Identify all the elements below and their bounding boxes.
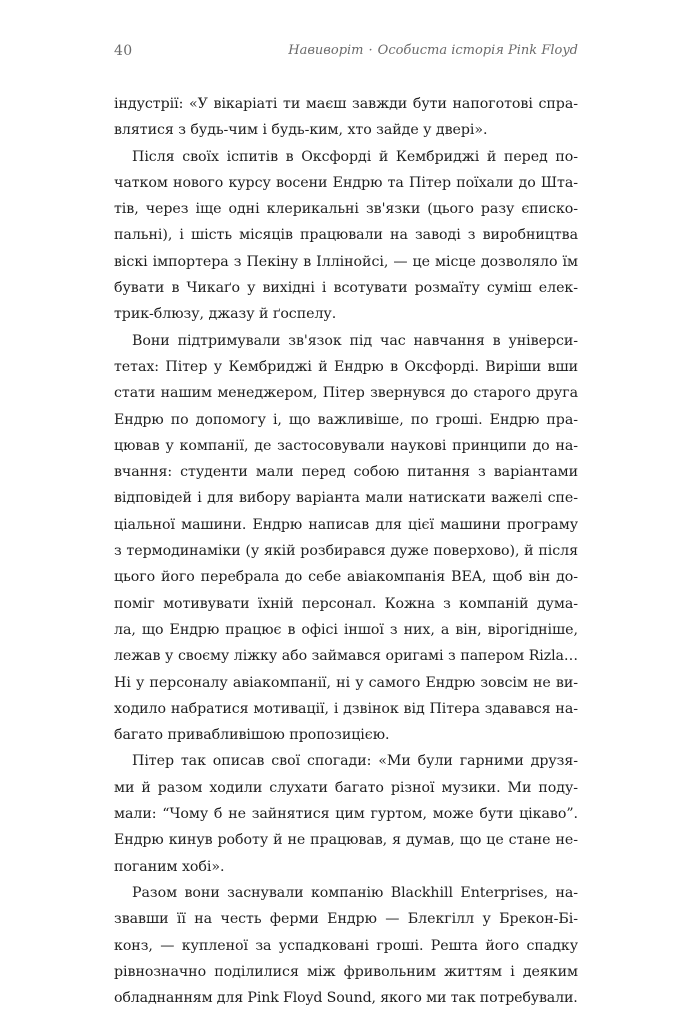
body-text [114,91,578,1011]
text-line: стати нашим менеджером, Пітер звернувся до старого друга [114,385,578,402]
text-line: Пітер так описав свої спогади: «Ми були гарними друзя- [132,753,578,770]
text-line: Ендрю по допомогу і, що важливіше, по гроші. Ендрю пра- [114,411,578,428]
text-line: звавши її на честь ферми Ендрю — Блекгілл у Брекон-Бі- [114,911,578,928]
text-line: ціальної машини. Ендрю написав для цієї машини програму [114,516,578,533]
text-line: ми й разом ходили слухати багато різної музики. Ми поду- [114,779,578,796]
text-line: індустрії: «У вікаріаті ти маєш завжди бути напоготові спра- [114,96,578,112]
text-line: трик-блюзу, джазу й ґоспелу. [114,306,337,323]
text-line: бувати в Чикаґо у вихідні і всотувати розмаїту суміш елек- [114,280,578,297]
text-line: відповідей і для вибору варіанта мали натискати важелі спе- [114,490,578,507]
text-line: тів, через іще одні клерикальні зв'язки (цього разу єписко- [114,201,578,218]
text-line: чатком нового курсу восени Ендрю та Пітер поїхали до Шта- [114,174,578,191]
text-line: ходило набратися мотивації, і дзвінок від Пітера здавався на- [114,700,578,717]
text-line: Після своїх іспитів в Оксфорді й Кембриджі й перед по- [132,148,578,165]
text-line: Вони підтримували зв'язок під час навчання в універси- [132,332,578,349]
text-line: лежав у своєму ліжку або займався оригамі з папером Rizla… [114,648,578,665]
text-line: влятися з будь-чим і будь-ким, хто зайде у двері». [114,122,488,139]
paragraph [114,748,578,879]
text-line: конз, — купленої за успадковані гроші. Решта його спадку [114,937,578,954]
text-line: віскі імпортера з Пекіну в Іллінойсі, — це місце дозволяло їм [114,253,578,270]
paragraph [114,880,578,1011]
text-line: тетах: Пітер у Кембриджі й Ендрю в Оксфорді. Виріши вши [114,358,578,375]
book-subtitle: Особиста історія Pink Floyd [377,43,578,58]
paragraph [114,144,578,328]
text-line: вчання: студенти мали перед собою питання з варіантами [114,464,578,481]
text-line: пальні), і шість місяців працювали на заводі з виробництва [114,227,578,244]
running-title [288,43,578,58]
text-line: цього його перебрала до себе авіакомпанія BEA, щоб він до- [114,569,578,586]
book-title: Навиворіт [288,43,364,58]
text-line: з термодинаміки (у якій розбирався дуже поверхово), й після [114,543,578,560]
text-line: мали: “Чому б не зайнятися цим гуртом, може бути цікаво”. [114,806,578,823]
text-line: багато привабливішою пропозицією. [114,727,390,744]
text-line: Ні у персоналу авіакомпанії, ні у самого Ендрю зовсім не ви- [114,674,578,691]
running-head [114,43,578,63]
text-line: рівнозначно поділилися між фривольним життям і деяким [114,963,578,980]
page-number: 40 [114,43,133,59]
text-line: Разом вони заснували компанію Blackhill Enterprises, на- [132,884,578,901]
text-line: ла, що Ендрю працює в офісі іншої з них, а він, вірогідніше, [114,621,578,638]
text-line: обладнанням для Pink Floyd Sound, якого ми так потребували. [114,990,578,1007]
text-line: поганим хобі». [114,858,225,875]
text-line: цював у компанії, де застосовували наукові принципи до на- [114,437,578,454]
text-line: поміг мотивувати їхній персонал. Кожна з компаній дума- [114,595,578,612]
text-line: Ендрю кинув роботу й не працював, я думав, що це стане не- [114,832,578,849]
paragraph [114,328,578,749]
title-separator: · [368,43,373,58]
paragraph [114,91,578,144]
